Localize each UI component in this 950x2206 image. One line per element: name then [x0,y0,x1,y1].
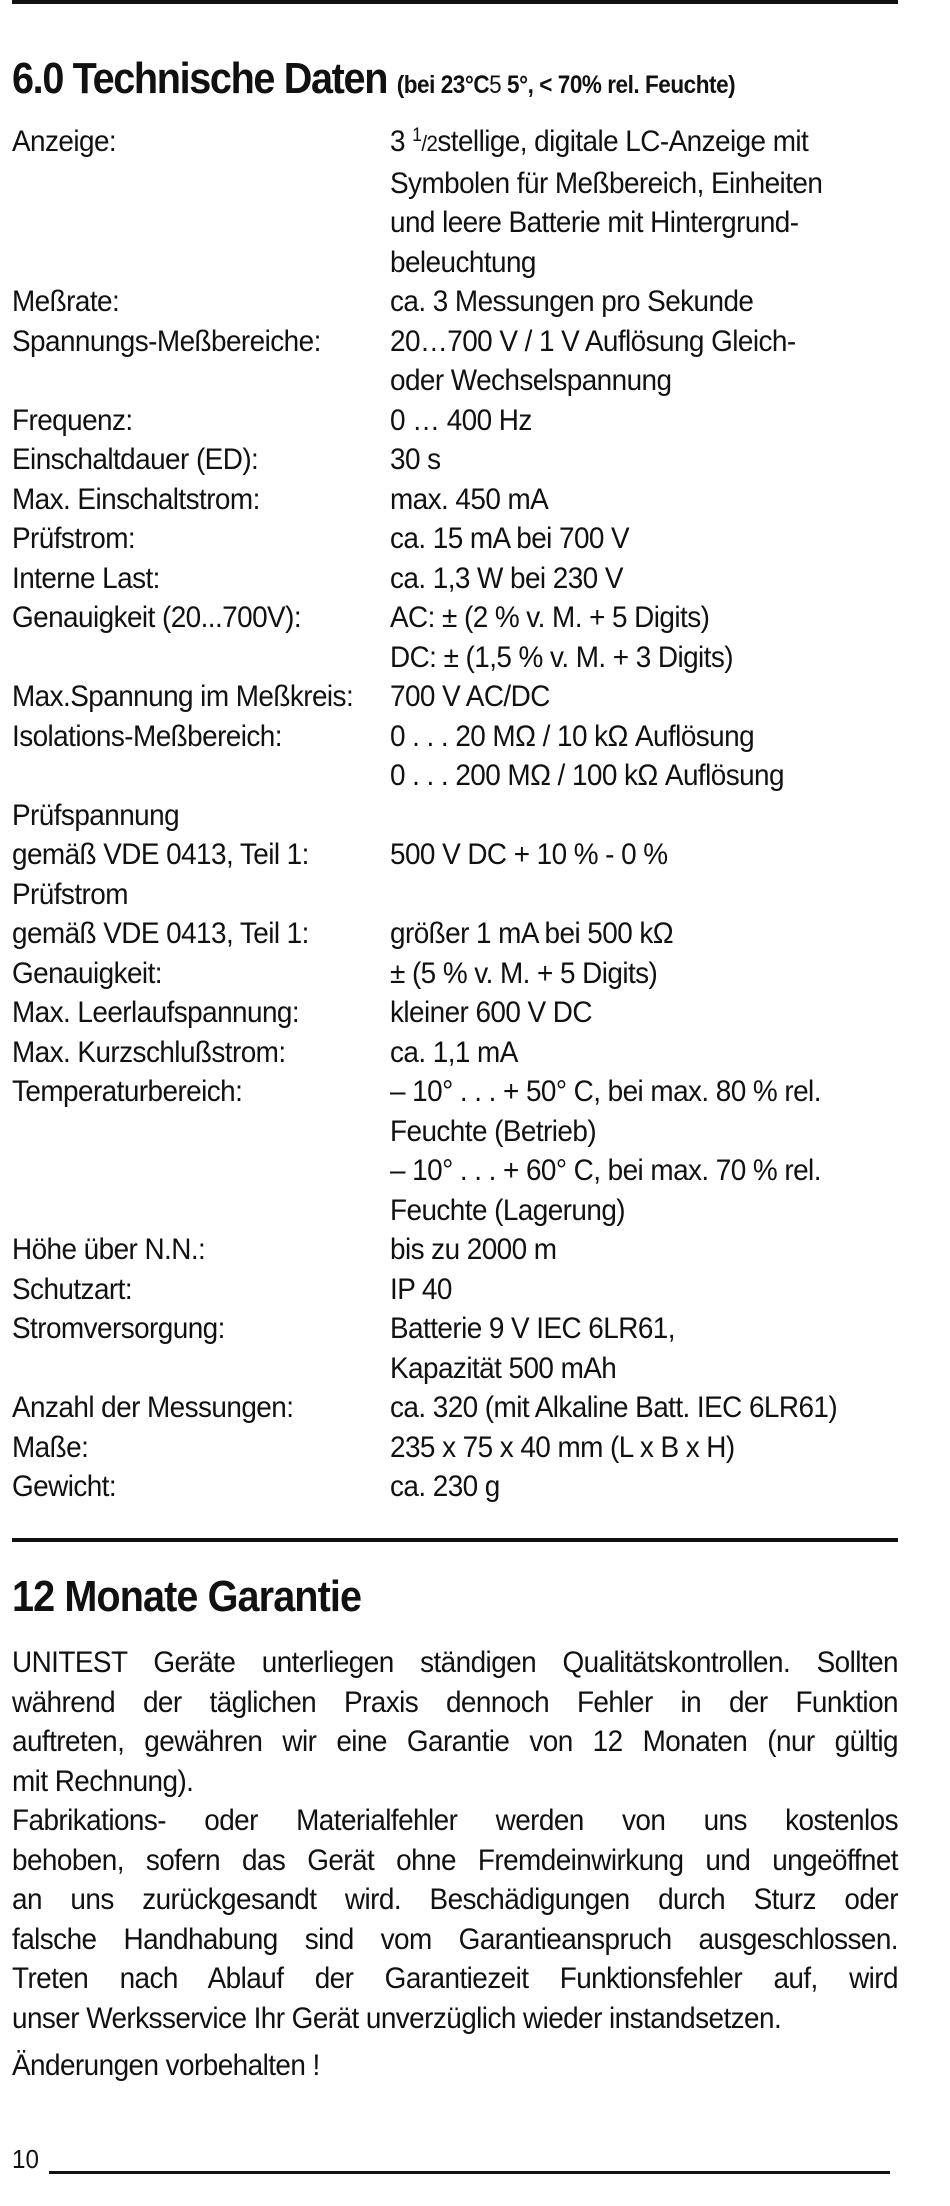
spec-value: Symbolen für Meßbereich, Einheiten [390,166,823,200]
spec-value: beleuchtung [390,245,536,279]
paragraph-line: unser Werksservice Ihr Gerät unverzüglich wieder instandsetzen. [12,2001,782,2035]
spec-row [12,677,942,717]
spec-value: – 10° . . . + 50° C, bei max. 80 % rel. [390,1075,821,1108]
spec-value: ca. 3 Messungen pro Sekunde [390,285,754,318]
spec-value: ca. 1,3 W bei 230 V [390,561,623,595]
spec-label: Prüfstrom [12,877,128,911]
warranty-title: 12 Monate Garantie [12,1572,362,1621]
paragraph-line: während der täglichen Praxis dennoch Fehler in der Funktion [12,1685,898,1719]
warranty-text [12,1643,898,2086]
spec-row [12,914,942,954]
spec-value: Kapazität 500 mAh [390,1351,617,1385]
spec-label: Stromversorgung: [12,1312,225,1345]
spec-label [12,361,364,401]
spec-value: 3 $^1$/2stellige, digitale LC-Anzeige mit [390,125,809,158]
spec-value: IP 40 [390,1272,452,1306]
spec-value: – 10° . . . + 60° C, bei max. 70 % rel. [390,1154,821,1187]
spec-row [12,480,942,520]
spec-label: Max. Leerlaufspannung: [12,996,300,1029]
spec-row [12,243,942,283]
spec-row [12,1112,942,1152]
spec-label [12,1151,364,1191]
spec-row [12,122,942,164]
spec-label [12,1191,364,1231]
spec-row [12,559,942,599]
spec-row [12,401,942,441]
spec-value: ca. 15 mA bei 700 V [390,522,630,555]
spec-value: 30 s [390,443,441,476]
changes-note: Änderungen vorbehalten ! [12,2049,320,2082]
paragraph-line: Fabrikations- oder Materialfehler werden von uns kostenlos [12,1804,898,1837]
spec-value [390,875,903,915]
spec-label: Genauigkeit: [12,956,162,990]
spec-value: DC: ± (1,5 % v. M. + 3 Digits) [390,640,734,674]
spec-row [12,322,942,362]
spec-row [12,164,942,204]
spec-row [12,1151,942,1191]
spec-label [12,243,364,283]
spec-label: Frequenz: [12,403,133,437]
top-rule [12,0,898,4]
spec-label: Max.Spannung im Meßkreis: [12,680,354,713]
spec-row [12,1349,942,1389]
spec-label: Max. Kurzschlußstrom: [12,1035,286,1069]
spec-row [12,1467,942,1507]
spec-table [12,122,942,1507]
footer-rule [49,2171,890,2174]
spec-value: Batterie 9 V IEC 6LR61, [390,1312,675,1345]
spec-row [12,717,942,757]
spec-label [12,638,364,678]
spec-value: 235 x 75 x 40 mm (L x B x H) [390,1430,735,1464]
paragraph-line: an uns zurückgesandt wird. Beschädigungen durch Sturz oder [12,1883,898,1916]
spec-row [12,954,942,994]
spec-row [12,361,942,401]
spec-label: Prüfstrom: [12,522,136,555]
spec-label: Isolations-Meßbereich: [12,719,282,753]
spec-row [12,796,942,836]
spec-label: Meßrate: [12,285,120,318]
spec-row [12,756,942,796]
paragraph-line: behoben, sofern das Gerät ohne Fremdeinwirkung und ungeöffnet [12,1843,898,1877]
spec-value: ca. 1,1 mA [390,1035,518,1069]
spec-value: 500 V DC + 10 % - 0 % [390,838,668,871]
spec-value: bis zu 2000 m [390,1233,557,1266]
spec-label: Anzeige: [12,125,117,158]
spec-value: Feuchte (Lagerung) [390,1193,626,1227]
spec-value: oder Wechselspannung [390,364,672,397]
section-heading [12,54,813,104]
spec-row [12,1270,942,1310]
spec-row [12,282,942,322]
spec-value: Feuchte (Betrieb) [390,1114,597,1148]
spec-row [12,1309,942,1349]
spec-row [12,993,942,1033]
spec-label: gemäß VDE 0413, Teil 1: [12,838,309,871]
spec-label: Interne Last: [12,561,160,595]
spec-value: ca. 320 (mit Alkaline Batt. IEC 6LR61) [390,1391,838,1424]
spec-row [12,1428,942,1468]
spec-row [12,440,942,480]
spec-row [12,1072,942,1112]
spec-value: 20…700 V / 1 V Auflösung Gleich- [390,324,796,358]
section-divider [12,1538,898,1542]
spec-value: 0 . . . 20 MΩ / 10 kΩ Auflösung [390,719,755,753]
spec-label: Prüfspannung [12,798,180,832]
spec-value: ca. 230 g [390,1470,500,1503]
spec-row [12,203,942,243]
spec-row [12,638,942,678]
spec-label: Einschaltdauer (ED): [12,443,259,476]
spec-label [12,1349,364,1389]
spec-value: und leere Batterie mit Hintergrund- [390,206,799,239]
spec-label: Schutzart: [12,1272,133,1306]
spec-label: Höhe über N.N.: [12,1233,206,1266]
paragraph-line: falsche Handhabung sind vom Garantieanspruch ausgeschlossen. [12,1922,898,1956]
spec-label: Gewicht: [12,1470,117,1503]
spec-label: Spannungs-Meßbereiche: [12,324,321,358]
spec-label: Genauigkeit (20...700V): [12,601,302,634]
spec-label: Anzahl der Messungen: [12,1391,294,1424]
spec-row [12,1033,942,1073]
paragraph-line: auftreten, gewähren wir eine Garantie von 12 Monaten (nur gültig [12,1725,898,1758]
spec-label [12,756,364,796]
spec-value: max. 450 mA [390,482,549,516]
spec-value: größer 1 mA bei 500 kΩ [390,917,674,950]
paragraph-line: Treten nach Ablauf der Garantiezeit Funktionsfehler auf, wird [12,1962,898,1995]
warranty-paragraph-2 [12,1801,898,2038]
spec-row [12,875,942,915]
spec-row [12,519,942,559]
paragraph-line: mit Rechnung). [12,1764,194,1798]
spec-label: Max. Einschaltstrom: [12,482,260,516]
spec-value: 700 V AC/DC [390,680,550,713]
spec-label: Maße: [12,1430,89,1464]
spec-label [12,203,364,243]
spec-value: 0 . . . 200 MΩ / 100 kΩ Auflösung [390,759,784,792]
warranty-paragraph-1 [12,1643,898,1801]
spec-label: gemäß VDE 0413, Teil 1: [12,917,309,950]
spec-value [390,796,903,836]
section-title: Technische Daten [72,54,388,103]
spec-label: Temperaturbereich: [12,1075,243,1108]
section-number: 6.0 [12,54,64,103]
spec-value: 0 … 400 Hz [390,403,532,437]
spec-row [12,1388,942,1428]
spec-value: ± (5 % v. M. + 5 Digits) [390,956,658,990]
spec-value: AC: ± (2 % v. M. + 5 Digits) [390,601,710,634]
spec-row [12,835,942,875]
spec-label [12,164,364,204]
conditions-note: (bei 23°C5 5°, < 70% rel. Feuchte) [396,71,736,99]
page-number: 10 [12,2144,39,2174]
spec-row [12,1191,942,1231]
fraction-one-half: $^1$/2 [412,125,438,156]
spec-row [12,1230,942,1270]
spec-value: kleiner 600 V DC [390,996,592,1029]
spec-row [12,598,942,638]
spec-label [12,1112,364,1152]
paragraph-line: UNITEST Geräte unterliegen ständigen Qualitätskontrollen. Sollten [12,1646,898,1679]
